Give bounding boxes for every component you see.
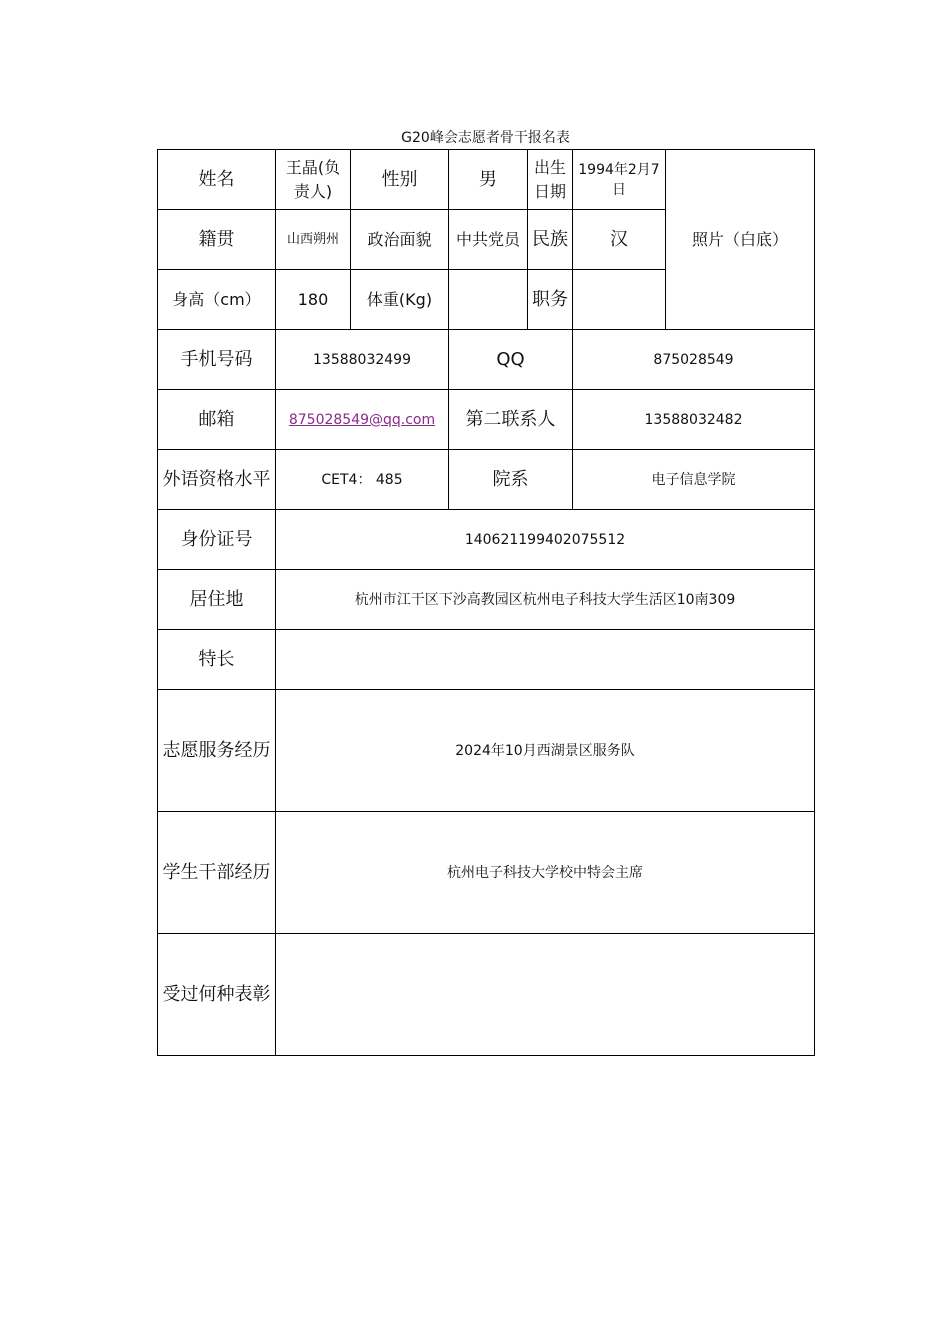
label-department: 院系 bbox=[449, 450, 573, 510]
value-ethnicity: 汉 bbox=[573, 210, 666, 270]
form-title: G20峰会志愿者骨干报名表 bbox=[401, 130, 570, 146]
label-political: 政治面貌 bbox=[351, 210, 449, 270]
row-name bbox=[158, 150, 815, 210]
label-ethnicity: 民族 bbox=[528, 210, 573, 270]
label-qq: QQ bbox=[449, 330, 573, 390]
label-awards: 受过何种表彰 bbox=[158, 934, 276, 1056]
value-weight bbox=[449, 270, 528, 330]
label-phone: 手机号码 bbox=[158, 330, 276, 390]
row-id-number bbox=[158, 510, 815, 570]
value-cadre-exp: 杭州电子科技大学校中特会主席 bbox=[276, 812, 815, 934]
value-language: CET4： 485 bbox=[276, 450, 449, 510]
row-volunteer-exp bbox=[158, 690, 815, 812]
row-residence bbox=[158, 570, 815, 630]
label-id-number: 身份证号 bbox=[158, 510, 276, 570]
label-language: 外语资格水平 bbox=[158, 450, 276, 510]
label-cadre-exp: 学生干部经历 bbox=[158, 812, 276, 934]
label-specialty: 特长 bbox=[158, 630, 276, 690]
label-weight: 体重(Kg) bbox=[351, 270, 449, 330]
row-language bbox=[158, 450, 815, 510]
value-position bbox=[573, 270, 666, 330]
label-height: 身高（cm） bbox=[158, 270, 276, 330]
value-birth: 1994年2月7日 bbox=[573, 150, 666, 210]
value-email-cell bbox=[276, 390, 449, 450]
row-cadre-exp bbox=[158, 812, 815, 934]
row-email bbox=[158, 390, 815, 450]
label-birth: 出生日期 bbox=[528, 150, 573, 210]
label-residence: 居住地 bbox=[158, 570, 276, 630]
value-second-contact: 13588032482 bbox=[573, 390, 815, 450]
value-volunteer-exp: 2024年10月西湖景区服务队 bbox=[276, 690, 815, 812]
row-awards bbox=[158, 934, 815, 1056]
value-height: 180 bbox=[276, 270, 351, 330]
value-id-number: 140621199402075512 bbox=[276, 510, 815, 570]
label-native-place: 籍贯 bbox=[158, 210, 276, 270]
value-department: 电子信息学院 bbox=[573, 450, 815, 510]
email-link[interactable]: 875028549@qq.com bbox=[288, 412, 436, 428]
value-residence: 杭州市江干区下沙高教园区杭州电子科技大学生活区10南309 bbox=[276, 570, 815, 630]
value-gender: 男 bbox=[449, 150, 528, 210]
value-phone: 13588032499 bbox=[276, 330, 449, 390]
label-second-contact: 第二联系人 bbox=[449, 390, 573, 450]
label-position: 职务 bbox=[528, 270, 573, 330]
registration-form-table bbox=[157, 149, 815, 1056]
photo-box: 照片（白底） bbox=[666, 150, 815, 330]
row-phone bbox=[158, 330, 815, 390]
value-awards bbox=[276, 934, 815, 1056]
value-qq: 875028549 bbox=[573, 330, 815, 390]
label-volunteer-exp: 志愿服务经历 bbox=[158, 690, 276, 812]
label-email: 邮箱 bbox=[158, 390, 276, 450]
row-specialty bbox=[158, 630, 815, 690]
value-native-place: 山西朔州 bbox=[276, 210, 351, 270]
value-specialty bbox=[276, 630, 815, 690]
label-name: 姓名 bbox=[158, 150, 276, 210]
label-gender: 性别 bbox=[351, 150, 449, 210]
value-political: 中共党员 bbox=[449, 210, 528, 270]
value-name: 王晶(负责人) bbox=[276, 150, 351, 210]
